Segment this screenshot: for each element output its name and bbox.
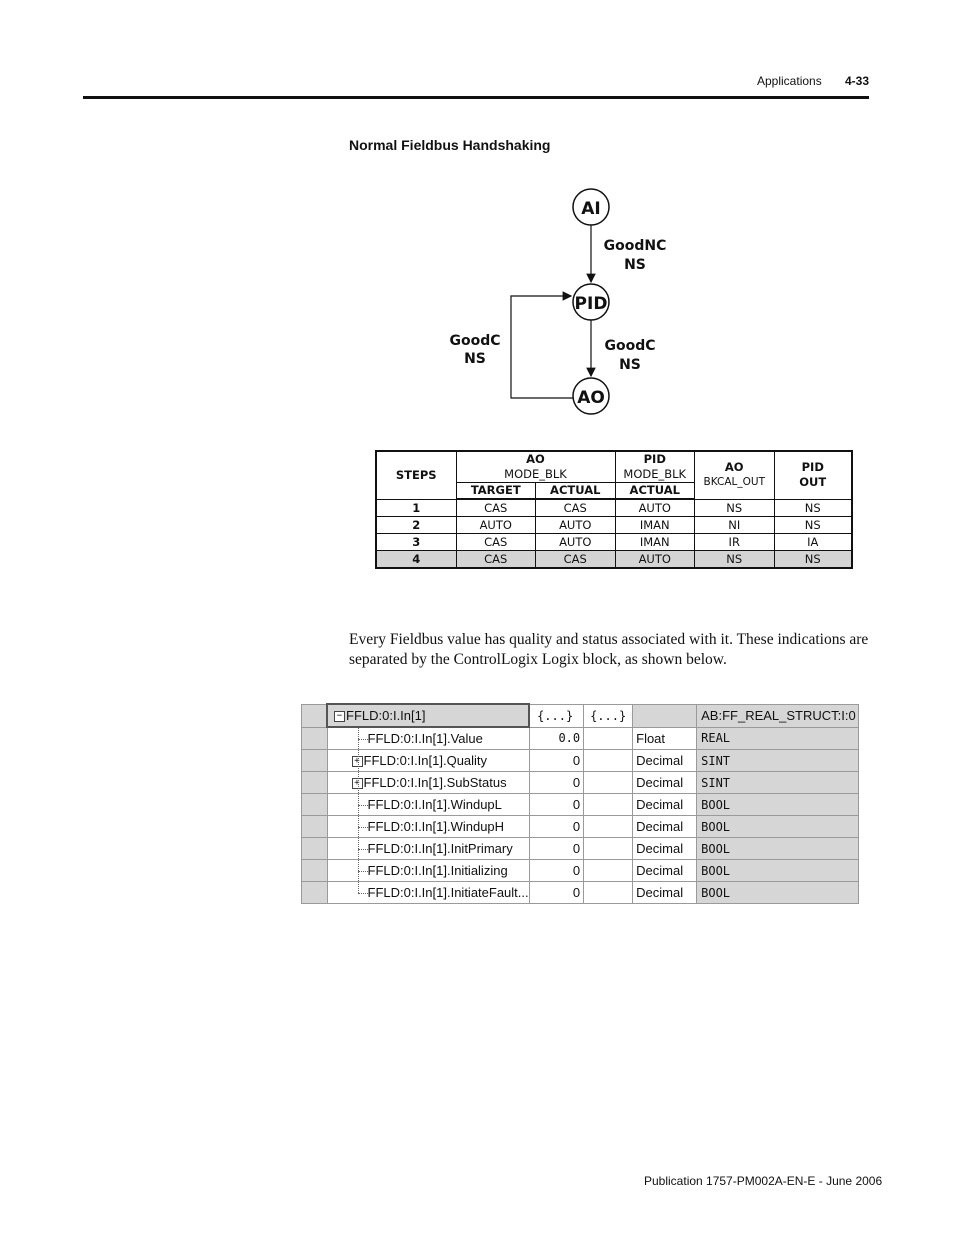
value-cell[interactable]: 0 — [529, 838, 584, 860]
table-cell: IA — [774, 534, 852, 551]
value-cell[interactable]: 0 — [529, 860, 584, 882]
tag-name-cell[interactable]: FFLD:0:I.In[1].InitPrimary — [327, 838, 529, 860]
table-cell: CAS — [456, 534, 536, 551]
style-cell: Decimal — [633, 750, 697, 772]
row-gutter — [302, 704, 328, 727]
page-number: 4-33 — [845, 74, 870, 88]
handshaking-diagram — [430, 175, 730, 425]
tag-name-cell[interactable]: + FFLD:0:I.In[1].Quality — [327, 750, 529, 772]
figure-title: Normal Fieldbus Handshaking — [349, 137, 551, 153]
value-cell[interactable]: 0 — [529, 882, 584, 904]
running-header-section: Applications — [757, 74, 822, 88]
tag-monitor-grid — [301, 703, 859, 904]
data-type-cell: BOOL — [697, 794, 859, 816]
style-cell: Decimal — [633, 838, 697, 860]
row-gutter — [302, 727, 328, 750]
tag-grid-row[interactable] — [302, 838, 859, 860]
pid-ao-label-line2: NS — [619, 357, 641, 373]
tag-grid-header-row[interactable] — [302, 704, 859, 727]
tag-name-cell[interactable]: FFLD:0:I.In[1].Value — [327, 727, 529, 750]
table-cell: NI — [695, 517, 775, 534]
value-cell[interactable]: 0.0 — [529, 727, 584, 750]
value-cell[interactable]: 0 — [529, 816, 584, 838]
data-type-cell: BOOL — [697, 838, 859, 860]
row-gutter — [302, 838, 328, 860]
value-cell[interactable]: 0 — [529, 772, 584, 794]
value-cell[interactable]: 0 — [529, 750, 584, 772]
feedback-label-line1: GoodC — [449, 333, 501, 349]
table-cell: CAS — [456, 551, 536, 569]
pid-out-header: PID OUT — [774, 451, 852, 499]
steps-table-container — [375, 450, 853, 574]
step-cell: 1 — [376, 499, 456, 517]
tag-name-cell[interactable]: FFLD:0:I.In[1].WindupH — [327, 816, 529, 838]
table-cell: NS — [695, 551, 775, 569]
row-gutter — [302, 816, 328, 838]
row-gutter — [302, 750, 328, 772]
force-cell — [584, 882, 633, 904]
row-gutter — [302, 772, 328, 794]
data-type-cell: AB:FF_REAL_STRUCT:I:0 — [697, 704, 859, 727]
table-cell: AUTO — [615, 551, 695, 569]
style-cell: Decimal — [633, 772, 697, 794]
force-cell — [584, 816, 633, 838]
tag-grid-row[interactable] — [302, 882, 859, 904]
step-cell: 2 — [376, 517, 456, 534]
tag-grid-row[interactable] — [302, 772, 859, 794]
expand-icon[interactable]: + — [352, 778, 363, 789]
style-cell — [633, 704, 697, 727]
body-paragraph: Every Fieldbus value has quality and status associated with it. These indications are separated by the ControlLogix Logix block, as shown below. — [349, 631, 869, 668]
data-type-cell: BOOL — [697, 882, 859, 904]
publication-footer: Publication 1757-PM002A-EN-E - June 2006 — [644, 1174, 883, 1188]
ai-node-label: AI — [581, 199, 601, 219]
force-cell — [584, 750, 633, 772]
row-gutter — [302, 860, 328, 882]
step-cell: 3 — [376, 534, 456, 551]
ao-bkcal-out-header: AO BKCAL_OUT — [695, 451, 775, 499]
force-cell — [584, 860, 633, 882]
table-cell: IMAN — [615, 534, 695, 551]
table-cell: AUTO — [536, 534, 616, 551]
tag-name-cell[interactable]: FFLD:0:I.In[1].WindupL — [327, 794, 529, 816]
data-type-cell: BOOL — [697, 816, 859, 838]
actual-header: ACTUAL — [536, 483, 616, 500]
tag-grid-row[interactable] — [302, 727, 859, 750]
value-cell: {...} — [529, 704, 584, 727]
table-row — [376, 517, 852, 534]
style-cell: Decimal — [633, 816, 697, 838]
pid-mode-blk-header: PID MODE_BLK — [615, 451, 695, 483]
tag-grid-row[interactable] — [302, 794, 859, 816]
force-cell — [584, 727, 633, 750]
expand-icon[interactable]: + — [352, 756, 363, 767]
force-cell — [584, 838, 633, 860]
style-cell: Float — [633, 727, 697, 750]
style-cell: Decimal — [633, 860, 697, 882]
table-cell: CAS — [536, 551, 616, 569]
force-cell — [584, 794, 633, 816]
pid-actual-header: ACTUAL — [615, 483, 695, 500]
header-rule — [83, 96, 869, 99]
style-cell: Decimal — [633, 882, 697, 904]
pid-node-label: PID — [574, 294, 608, 314]
table-cell: IMAN — [615, 517, 695, 534]
table-cell: NS — [774, 517, 852, 534]
table-cell: CAS — [536, 499, 616, 517]
table-row — [376, 499, 852, 517]
tag-name-cell[interactable]: − FFLD:0:I.In[1] — [327, 704, 529, 727]
ao-to-pid-feedback-arrow — [511, 296, 573, 398]
tag-name-cell[interactable]: FFLD:0:I.In[1].Initializing — [327, 860, 529, 882]
data-type-cell: BOOL — [697, 860, 859, 882]
ai-pid-label-line1: GoodNC — [603, 238, 667, 254]
table-cell: AUTO — [615, 499, 695, 517]
tag-grid-row[interactable] — [302, 816, 859, 838]
target-header: TARGET — [456, 483, 536, 500]
value-cell[interactable]: 0 — [529, 794, 584, 816]
tag-grid-row[interactable] — [302, 860, 859, 882]
ao-mode-blk-header: AO MODE_BLK — [456, 451, 615, 483]
table-cell: NS — [774, 551, 852, 569]
table-cell: AUTO — [536, 517, 616, 534]
tag-name-cell[interactable]: FFLD:0:I.In[1].InitiateFault... — [327, 882, 529, 904]
steps-table — [375, 450, 853, 569]
collapse-icon[interactable]: − — [334, 711, 345, 722]
table-cell: IR — [695, 534, 775, 551]
table-row — [376, 551, 852, 569]
ao-node-label: AO — [577, 388, 605, 408]
table-cell: NS — [774, 499, 852, 517]
data-type-cell: SINT — [697, 772, 859, 794]
data-type-cell: SINT — [697, 750, 859, 772]
table-cell: NS — [695, 499, 775, 517]
feedback-label-line2: NS — [464, 351, 486, 367]
table-cell: AUTO — [456, 517, 536, 534]
table-row — [376, 534, 852, 551]
force-cell: {...} — [584, 704, 633, 727]
steps-header: STEPS — [376, 451, 456, 499]
step-cell: 4 — [376, 551, 456, 569]
row-gutter — [302, 882, 328, 904]
data-type-cell: REAL — [697, 727, 859, 750]
row-gutter — [302, 794, 328, 816]
pid-ao-label-line1: GoodC — [604, 338, 656, 354]
style-cell: Decimal — [633, 794, 697, 816]
table-cell: CAS — [456, 499, 536, 517]
ai-pid-label-line2: NS — [624, 257, 646, 273]
tag-grid-row[interactable] — [302, 750, 859, 772]
force-cell — [584, 772, 633, 794]
tag-name-cell[interactable]: + FFLD:0:I.In[1].SubStatus — [327, 772, 529, 794]
